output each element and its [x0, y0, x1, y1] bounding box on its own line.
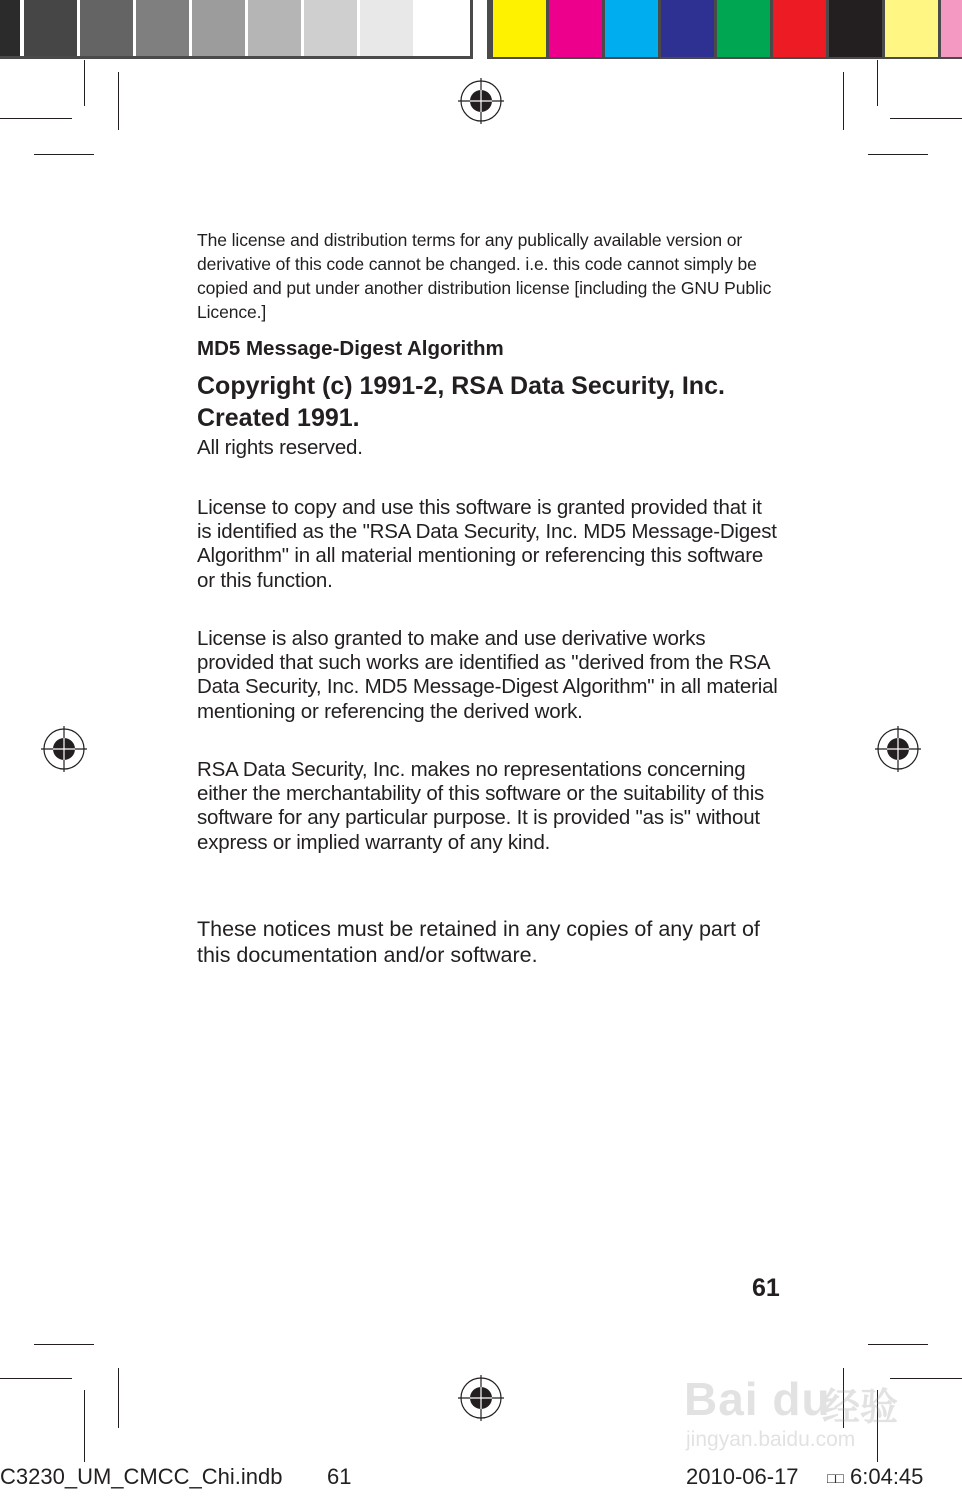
crop-mark [84, 60, 85, 106]
footer-time: 6:04:45 [850, 1464, 924, 1489]
registration-mark-icon [458, 78, 504, 124]
notice-paragraph: These notices must be retained in any copies of any part of this documentation and/or software. [197, 917, 760, 967]
registration-mark-icon [875, 726, 921, 772]
created-line: Created 1991. [197, 404, 360, 432]
blue-swatch [661, 0, 714, 57]
footer-date: 2010-06-17 [686, 1464, 799, 1489]
watermark-brand: Bai du [684, 1373, 831, 1425]
rights-reserved: All rights reserved. [197, 436, 363, 459]
pink-swatch [941, 0, 962, 57]
crop-mark [84, 1390, 85, 1462]
crop-mark [877, 60, 878, 106]
yellow-swatch [493, 0, 546, 57]
crop-mark [34, 154, 94, 155]
light-yellow-swatch [885, 0, 938, 57]
registration-mark-icon [458, 1375, 504, 1421]
algorithm-heading: MD5 Message-Digest Algorithm [197, 337, 504, 360]
footer-file: C3230_UM_CMCC_Chi.indb [0, 1464, 283, 1489]
magenta-swatch [549, 0, 602, 57]
crop-mark [118, 1368, 119, 1428]
crop-mark [890, 118, 962, 119]
baidu-watermark [680, 1352, 910, 1462]
footer-time-prefix: □□ [827, 1470, 844, 1486]
crop-mark [843, 72, 844, 130]
footer-page: 61 [327, 1464, 352, 1489]
crop-mark [34, 1344, 94, 1345]
red-swatch [773, 0, 826, 57]
crop-mark [118, 72, 119, 130]
crop-mark [0, 118, 72, 119]
green-swatch [717, 0, 770, 57]
warranty-paragraph: RSA Data Security, Inc. makes no representations concerning either the merchantability of this software or the suitability of this software for any particular purpose. It is provided "as is" without express or implied warranty of any kind. [197, 758, 765, 854]
black-swatch [829, 0, 882, 57]
page-number: 61 [752, 1274, 780, 1302]
derivative-paragraph: License is also granted to make and use derivative works provided that such works are identified as "derived from the RSA Data Security, Inc. MD5 Message-Digest Algorithm" in all material mentioning or referencing the derived work. [197, 627, 778, 723]
registration-mark-icon [41, 726, 87, 772]
watermark-chinese: 经验 [822, 1387, 899, 1429]
swatch-strip-border [0, 0, 473, 59]
cyan-swatch [605, 0, 658, 57]
crop-mark [868, 1344, 928, 1345]
crop-mark [0, 1378, 72, 1379]
watermark-domain: jingyan.baidu.com [686, 1428, 856, 1451]
copyright-line: Copyright (c) 1991-2, RSA Data Security, Inc. [197, 372, 725, 400]
crop-mark [868, 154, 928, 155]
license-terms: The license and distribution terms for any publically available version or derivative of this code cannot be changed. i.e. this code cannot simply be copied and put under another distribution license [including the GNU Public Licence.] [197, 230, 772, 322]
license-paragraph: License to copy and use this software is granted provided that it is identified as the "RSA Data Security, Inc. MD5 Message-Digest Algorithm" in all material mentioning or referencing this software or this function. [197, 496, 777, 592]
